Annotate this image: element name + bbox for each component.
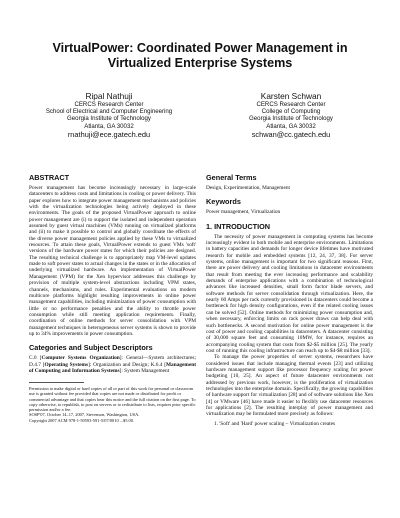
affiliation-line: Atlanta, GA 30032 (84, 122, 134, 130)
introduction-heading: 1. INTRODUCTION (206, 221, 271, 231)
affiliation-line: College of Computing (261, 108, 321, 116)
categories-heading: Categories and Subject Descriptors (29, 343, 153, 353)
affiliation-line: School of Electrical and Computer Engineering (45, 108, 173, 116)
general-terms-heading: General Terms (206, 173, 257, 182)
affiliation-line: Georgia Institute of Technology (67, 115, 151, 123)
copyright-notice: Permission to make digital or hard copies of all or part of this work for personal or classroom use is granted without fee provided that copies are not made or distributed for profit or commercial advantage and that copies bear this notice and the full citation on the first page. To copy otherwise, to republish, to post on servers or to redistribute to lists, requires prior specific permission and/or a fee. (29, 386, 196, 413)
footnote-rule (29, 382, 84, 383)
intro-paragraph-2: To manage the power properties of server systems, researchers have considered issues that include managing thermal events [23] and utilizing hardware management support like processor frequency scaling for power budgeting [10, 25]. An aspect of future datacenter environments not addressed by previous work, however, is the proliferation of virtualization technologies into the enterprise domain. Specifically, the growing capabilities of hardware support for virtualization [28] and of software solutions like Xen [4] or VMware [46] have made it easier to flexibly use datacenter resources for applications [2]. The resulting interplay of power management and virtualization may be formulated more precisely as follows: (206, 354, 373, 418)
affiliation-line: Georgia Institute of Technology (249, 115, 333, 123)
intro-list-item-1: 1. 'Soft' and 'Hard' power scaling – Virtualization creates (214, 420, 336, 427)
left-column (29, 170, 196, 423)
author-name: Ripal Nathuji (85, 91, 133, 101)
title-line-2: Virtualized Enterprise Systems (107, 56, 293, 70)
affiliation-line: Atlanta, GA 30032 (266, 122, 316, 130)
affiliation-line: CERCS Research Center (256, 101, 326, 108)
copyright-line: Copyright 2007 ACM 978-1-59593-591-5/07/0010 ...$5.00. (29, 417, 135, 423)
abstract-text: Power management has become increasingly necessary in large-scale datacenters to address costs and limitations in cooling or power delivery. This paper explores how to integrate power management mechanisms and policies with the virtualization technologies being actively deployed in these environments. The goals of the proposed VirtualPower approach to online power management are (i) to support the isolated and independent operation assumed by guest virtual machines (VMs) running on virtualized platforms and (ii) to make it possible to control and globally coordinate the effects of the diverse power management policies applied by these VMs to virtualized resources. To attain these goals, VirtualPower extends to guest VMs 'soft' versions of the hardware power states for which their policies are designed. The resulting technical challenge is to appropriately map VM-level updates made to soft power states to actual changes in the states or in the allocation of underlying virtualized hardware. An implementation of VirtualPower Management (VPM) for the Xen hypervisor addresses this challenge by provision of multiple system-level abstractions including VPM states, channels, mechanisms, and rules. Experimental evaluations on modern multicore platforms highlight resulting improvements in online power management capabilities, including minimization of power consumption with little or no performance penalties and the ability to throttle power consumption while still meeting application requirements. Finally, coordination of online methods for server consolidation with VPM management techniques in heterogeneous server systems is shown to provide up to 34% improvements in power consumption. (29, 185, 196, 337)
keywords-heading: Keywords (206, 197, 241, 207)
author-name: Karsten Schwan (260, 91, 322, 101)
affiliation-line: CERCS Research Center (74, 101, 144, 108)
categories-text: C.0 [Computer Systems Organization]: General—System architectures; D.4.7 [Operating Systems]: Organization and Design; K.6.4 [Management of Computing and Information Systems]: System Management (29, 355, 196, 374)
author-email[interactable]: schwan@cc.gatech.edu (251, 129, 331, 139)
title-line-1: VirtualPower: Coordinated Power Management in (52, 41, 348, 55)
author-block-1 (24, 91, 194, 139)
author-block-2 (206, 91, 376, 139)
venue-line: SOSP'07, October 14–17, 2007, Stevenson, Washington, USA. (29, 412, 140, 418)
intro-paragraph-1: The necessity of power management in computing systems has become increasingly evident in both mobile and enterprise environments. Limitations in battery capacities and demands for longer device lifetimes have motivated research for mobile and embedded systems [12, 24, 37, 38]. For server systems, online management is important for two significant reasons. First, there are power delivery and cooling limitations in datacenter environments that result from meeting the ever increasing performance and scalability demands of enterprise applications with a combination of technological advances like increased densities, small form factor blade servers, and software methods for server consolidation through virtualization. Here, the nearly 60 Amps per rack currently provisioned in datacenters could become a bottleneck for high density configurations, even if the related cooling issues can be solved [52]. Online methods for minimizing power consumption and, when necessary, enforcing limits on rack power draws can help deal with such bottlenecks. A second motivation for online power management is the cost of power and cooling capabilities in datacenters. A datacenter consisting of 30,000 square feet and consuming 10MW, for instance, requires an accompanying cooling system that costs from $2-$5 million [25]. The yearly cost of running this cooling infrastructure can reach up to $4-$8 million [33]. (206, 233, 373, 354)
keywords-text: Power management, Virtualization (206, 209, 281, 216)
paper-title (0, 41, 400, 71)
author-email[interactable]: rnathuji@ece.gatech.edu (67, 129, 151, 139)
abstract-heading: ABSTRACT (29, 173, 70, 182)
general-terms-text: Design, Experimentation, Management (206, 185, 290, 191)
right-column (206, 170, 373, 427)
